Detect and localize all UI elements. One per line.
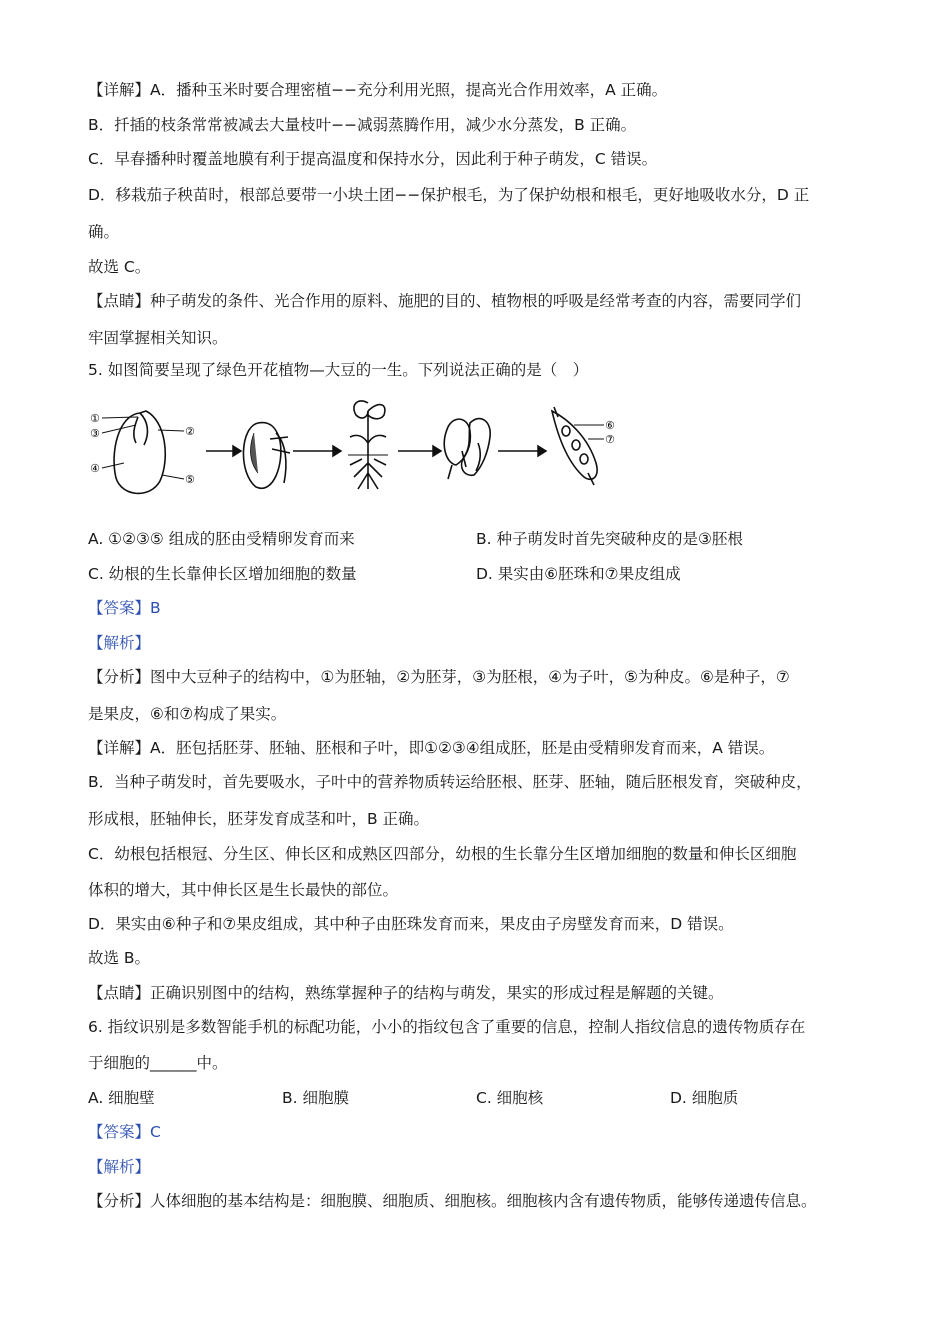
label-3: ③	[90, 427, 100, 440]
question-6: 6. 指纹识别是多数智能手机的标配功能，小小的指纹包含了重要的信息，控制人指纹信息的遗传物质存在	[88, 1018, 806, 1036]
q5-analysis-heading: 【解析】	[88, 634, 151, 652]
germinating-seed-drawing	[243, 423, 290, 489]
label-4: ④	[90, 462, 100, 475]
label-5: ⑤	[185, 473, 195, 486]
label-6: ⑥	[605, 419, 615, 432]
q6-answer: 【答案】C	[88, 1123, 161, 1141]
q5-analysis-cont: 是果皮，⑥和⑦构成了果实。	[88, 705, 287, 723]
q6-option-a: A. 细胞壁	[88, 1089, 155, 1107]
question-6-cont: 于细胞的______中。	[88, 1054, 228, 1072]
q6-option-b: B. 细胞膜	[282, 1089, 349, 1107]
soybean-lifecycle-figure	[88, 393, 648, 503]
comment-paragraph: 【点睛】种子萌发的条件、光合作用的原料、施肥的目的、植物根的呼吸是经常考查的内容，需要同学们	[88, 292, 802, 310]
option-b-explanation: B．扦插的枝条常常被减去大量枝叶−−减弱蒸腾作用，减少水分蒸发，B 正确。	[88, 116, 637, 134]
q5-option-d: D. 果实由⑥胚珠和⑦果皮组成	[476, 565, 681, 583]
q6-option-d: D. 细胞质	[670, 1089, 739, 1107]
q5-option-a: A. ①②③⑤ 组成的胚由受精卵发育而来	[88, 530, 355, 548]
option-d-explanation-cont: 确。	[88, 223, 120, 241]
question-5: 5. 如图简要呈现了绿色开花植物—大豆的一生。下列说法正确的是（ ）	[88, 361, 589, 379]
q5-detail-a: 【详解】A．胚包括胚芽、胚轴、胚根和子叶，即①②③④组成胚，胚是由受精卵发育而来，A 错误。	[88, 739, 775, 757]
flower-drawing	[444, 419, 490, 479]
q5-detail-b-cont: 形成根，胚轴伸长，胚芽发育成茎和叶，B 正确。	[88, 810, 430, 828]
q5-detail-c: C．幼根包括根冠、分生区、伸长区和成熟区四部分，幼根的生长靠分生区增加细胞的数量和伸长区细胞	[88, 845, 797, 863]
option-d-explanation: D．移栽茄子秧苗时，根部总要带一小块土团−−保护根毛，为了保护幼根和根毛，更好地吸收水分，D 正	[88, 186, 810, 204]
seedling-drawing	[348, 401, 388, 489]
q5-option-c: C. 幼根的生长靠伸长区增加细胞的数量	[88, 565, 357, 583]
q5-analysis: 【分析】图中大豆种子的结构中，①为胚轴，②为胚芽，③为胚根，④为子叶，⑤为种皮。⑥是种子，⑦	[88, 668, 790, 686]
conclusion: 故选 C。	[88, 258, 151, 276]
q6-analysis: 【分析】人体细胞的基本结构是：细胞膜、细胞质、细胞核。细胞核内含有遗传物质，能够传递遗传信息。	[88, 1192, 817, 1210]
option-c-explanation: C．早春播种时覆盖地膜有利于提高温度和保持水分，因此利于种子萌发，C 错误。	[88, 150, 658, 168]
pod-drawing	[552, 407, 597, 485]
q5-option-b: B. 种子萌发时首先突破种皮的是③胚根	[476, 530, 743, 548]
q5-conclusion: 故选 B。	[88, 949, 151, 967]
detail-paragraph: 【详解】A．播种玉米时要合理密植−−充分利用光照，提高光合作用效率，A 正确。	[88, 81, 668, 99]
label-2: ②	[185, 425, 195, 438]
comment-paragraph-cont: 牢固掌握相关知识。	[88, 329, 228, 347]
q5-detail-d: D．果实由⑥种子和⑦果皮组成，其中种子由胚珠发育而来，果皮由子房壁发育而来，D 错误。	[88, 915, 734, 933]
q6-analysis-heading: 【解析】	[88, 1158, 151, 1176]
label-7: ⑦	[605, 433, 615, 446]
q5-answer: 【答案】B	[88, 599, 161, 617]
seed-drawing	[114, 411, 165, 493]
q5-comment: 【点睛】正确识别图中的结构，熟练掌握种子的结构与萌发，果实的形成过程是解题的关键。	[88, 984, 724, 1002]
label-1: ①	[90, 412, 100, 425]
q6-option-c: C. 细胞核	[476, 1089, 544, 1107]
q5-detail-c-cont: 体积的增大，其中伸长区是生长最快的部位。	[88, 881, 399, 899]
q5-detail-b: B．当种子萌发时，首先要吸水，子叶中的营养物质转运给胚根、胚芽、胚轴，随后胚根发育，突破种皮，	[88, 773, 812, 791]
